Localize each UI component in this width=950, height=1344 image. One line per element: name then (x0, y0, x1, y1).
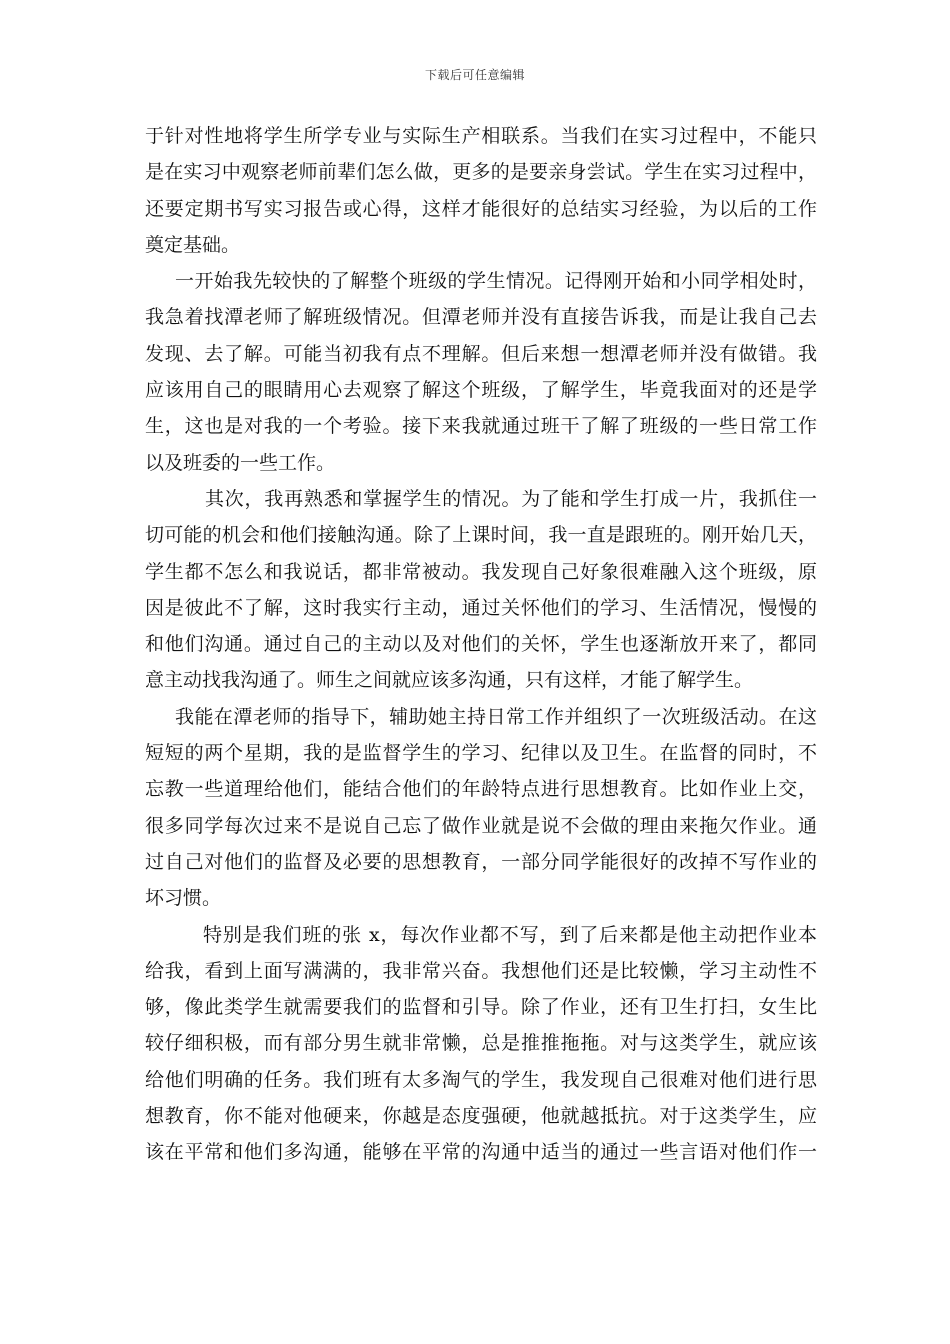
text-line: 忘教一些道理给他们，能结合他们的年龄特点进行思想教育。比如作业上交， (145, 778, 817, 801)
text-line: 学生都不怎么和我说话，都非常被动。我发现自己好象很难融入这个班级，原 (145, 560, 817, 583)
text-line: 给我，看到上面写满满的，我非常兴奋。我想他们还是比较懒，学习主动性不 (145, 959, 817, 982)
text-line: 我能在潭老师的指导下，辅助她主持日常工作并组织了一次班级活动。在这 (175, 705, 817, 728)
text-line: 一开始我先较快的了解整个班级的学生情况。记得刚开始和小同学相处时， (175, 270, 817, 293)
paragraph (145, 917, 817, 1171)
document-body (145, 118, 817, 1171)
text-line: 应该用自己的眼睛用心去观察了解这个班级，了解学生，毕竟我面对的还是学 (145, 379, 817, 402)
text-line: 奠定基础。 (145, 233, 241, 256)
text-line: 切可能的机会和他们接触沟通。除了上课时间，我一直是跟班的。刚开始几天， (145, 524, 817, 547)
text-line: 特别是我们班的张 x，每次作业都不写，到了后来都是他主动把作业本 (203, 923, 817, 946)
text-line: 于针对性地将学生所学专业与实际生产相联系。当我们在实习过程中，不能只 (145, 125, 817, 147)
text-line: 该在平常和他们多沟通，能够在平常的沟通中适当的通过一些言语对他们作一 (145, 1141, 817, 1164)
text-line: 还要定期书写实习报告或心得，这样才能很好的总结实习经验，为以后的工作 (145, 197, 817, 220)
text-line: 发现、去了解。可能当初我有点不理解。但后来想一想潭老师并没有做错。我 (145, 342, 817, 365)
text-line: 短短的两个星期，我的是监督学生的学习、纪律以及卫生。在监督的同时，不 (145, 742, 817, 765)
text-line: 够，像此类学生就需要我们的监督和引导。除了作业，还有卫生打扫，女生比 (145, 996, 817, 1019)
paragraph (145, 118, 817, 263)
text-line: 其次，我再熟悉和掌握学生的情况。为了能和学生打成一片，我抓住一 (205, 487, 817, 510)
text-line: 坏习惯。 (145, 887, 222, 910)
text-line: 以及班委的一些工作。 (145, 451, 336, 474)
text-line: 较仔细积极，而有部分男生就非常懒，总是推推拖拖。对与这类学生，就应该 (145, 1032, 817, 1055)
text-line: 我急着找潭老师了解班级情况。但潭老师并没有直接告诉我，而是让我自己去 (145, 306, 817, 329)
text-line: 生，这也是对我的一个考验。接下来我就通过班干了解了班级的一些日常工作 (145, 415, 817, 438)
text-line: 意主动找我沟通了。师生之间就应该多沟通，只有这样，才能了解学生。 (145, 669, 754, 692)
text-line: 想教育，你不能对他硬来，你越是态度强硬，他就越抵抗。对于这类学生，应 (145, 1105, 817, 1128)
text-line: 和他们沟通。通过自己的主动以及对他们的关怀，学生也逐渐放开来了，都同 (145, 633, 817, 656)
text-line: 因是彼此不了解，这时我实行主动，通过关怀他们的学习、生活情况，慢慢的 (145, 596, 817, 619)
text-line: 过自己对他们的监督及必要的思想教育，一部分同学能很好的改掉不写作业的 (145, 850, 817, 873)
paragraph (145, 481, 817, 699)
page-header: 下载后可任意编辑 (424, 68, 525, 82)
paragraph (145, 699, 817, 917)
text-line: 给他们明确的任务。我们班有太多淘气的学生，我发现自己很难对他们进行思 (145, 1068, 817, 1091)
text-line: 是在实习中观察老师前辈们怎么做，更多的是要亲身尝试。学生在实习过程中， (145, 161, 817, 184)
paragraph (145, 263, 817, 481)
text-line: 很多同学每次过来不是说自己忘了做作业就是说不会做的理由来拖欠作业。通 (145, 814, 817, 837)
